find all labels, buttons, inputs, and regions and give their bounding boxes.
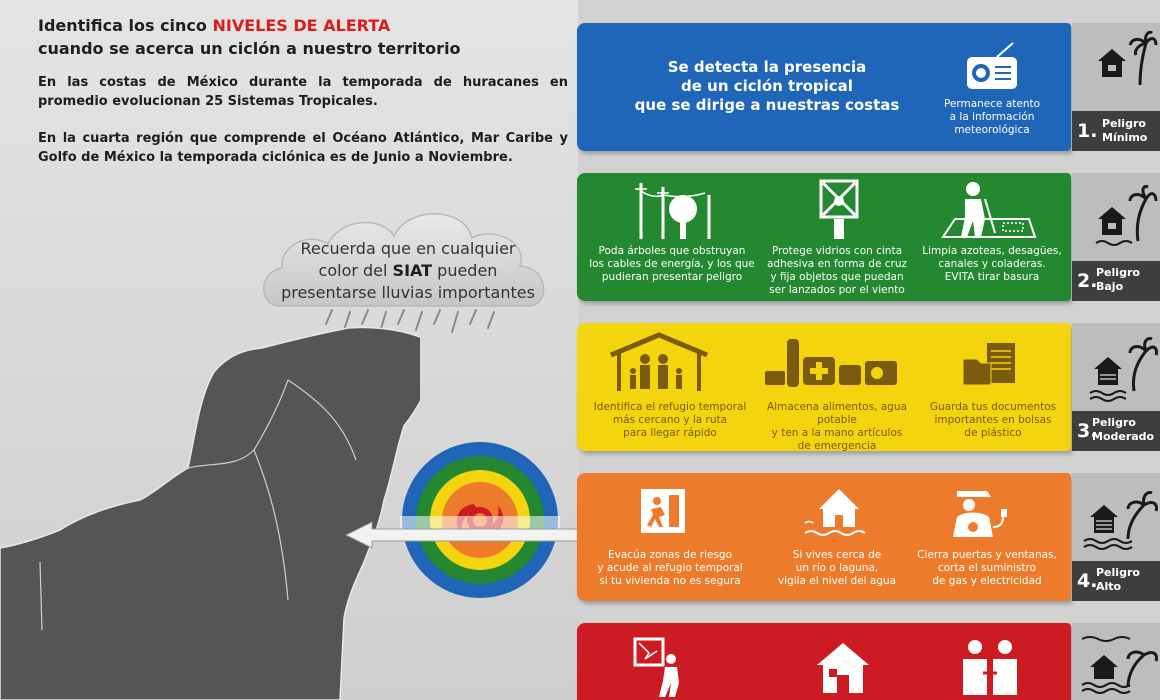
level-tab-5 [1072,623,1160,700]
house-palm-storm-icon [1088,329,1158,409]
panel-level-1 [577,23,1071,151]
documents-icon [961,341,1021,387]
level-label-1: 1. Peligro Mínimo [1072,111,1160,151]
panel1-tip: Permanece atento a la información meteorológica [943,98,1041,136]
hurricane-average-text: En las costas de México durante la temporada de huracanes en promedio evolucionan 25 Sistemas Tropicales. [38,75,568,109]
level-label-4: 4. Peligro Alto [1072,561,1160,601]
evacuate-icon [639,487,687,535]
house-flood-icon [1080,629,1158,699]
broken-window-icon [633,637,687,697]
page-title: Identifica los cinco NIVELES DE ALERTA cuando se acerca un ciclón a nuestro territorio [38,16,461,58]
panel1-headline: Se detecta la presencia de un ciclón tropical que se dirige a nuestras costas [634,58,900,114]
level-tab-2 [1072,173,1160,301]
house-palm-wind-icon [1092,179,1158,259]
panel2-tip-roofs: Limpia azoteas, desagües, canales y coladeras. EVITA tirar basura [922,245,1062,283]
panel3-tip-shelter: Identifica el refugio temporal más cercano y la ruta para llegar rápido [593,401,747,439]
house-water-icon [803,485,873,537]
title-highlight: NIVELES DE ALERTA [212,16,391,35]
panel2-tip-windows: Protege vidrios con cinta adhesiva en forma de cruz y fija objetos que puedan ser lanzados por el viento [766,245,907,296]
family-shelter-icon [607,331,711,393]
panel-level-4 [577,473,1071,601]
panel3-tip-documents: Guarda tus documentos importantes en bolsas de plástico [929,401,1057,439]
yucatan-map [0,300,420,700]
panel4-tip-evacuate: Evacúa zonas de riesgo y acude al refugio temporal si tu vivienda no es segura [597,549,743,587]
level-tab-3 [1072,323,1160,451]
panel2-tip-trees: Poda árboles que obstruyan los cables de energía, y los que pudieran presentar peligro [589,245,755,283]
radio-icon [963,41,1021,93]
level-label-3: 3. Peligro Moderado [1072,411,1160,451]
taped-window-icon [815,179,863,241]
level-label-2: 2. Peligro Bajo [1072,261,1160,301]
power-lines-tree-icon [633,181,723,241]
panel4-tip-water: Si vives cerca de un río o laguna, vigila el nivel del agua [777,549,897,587]
cloud-message: Recuerda que en cualquier color del SIAT pueden presentarse lluvias importantes [281,239,535,302]
panel-level-3 [577,323,1071,451]
house-hurricane-icon [1082,479,1158,559]
people-help-icon [959,637,1021,695]
house-palm-icon [1094,31,1158,87]
panel-level-2 [577,173,1071,301]
panel3-tip-supplies: Almacena alimentos, agua potable y ten a la mano artículos de emergencia [767,401,907,452]
approach-arrow-icon [342,520,582,550]
panel-level-5 [577,623,1071,700]
gas-valve-icon [947,483,1013,539]
panel4-tip-gas: Cierra puertas y ventanas, corta el suministro de gas y electricidad [917,549,1057,587]
sweeping-person-icon [937,179,1037,241]
season-text: En la cuarta región que comprende el Océano Atlántico, Mar Caribe y Golfo de México la temporada ciclónica es de Junio a Noviembre. [38,131,568,165]
supplies-icon [761,335,901,391]
level-tab-1 [1072,23,1160,151]
level-tab-4 [1072,473,1160,601]
house-icon [813,641,873,693]
